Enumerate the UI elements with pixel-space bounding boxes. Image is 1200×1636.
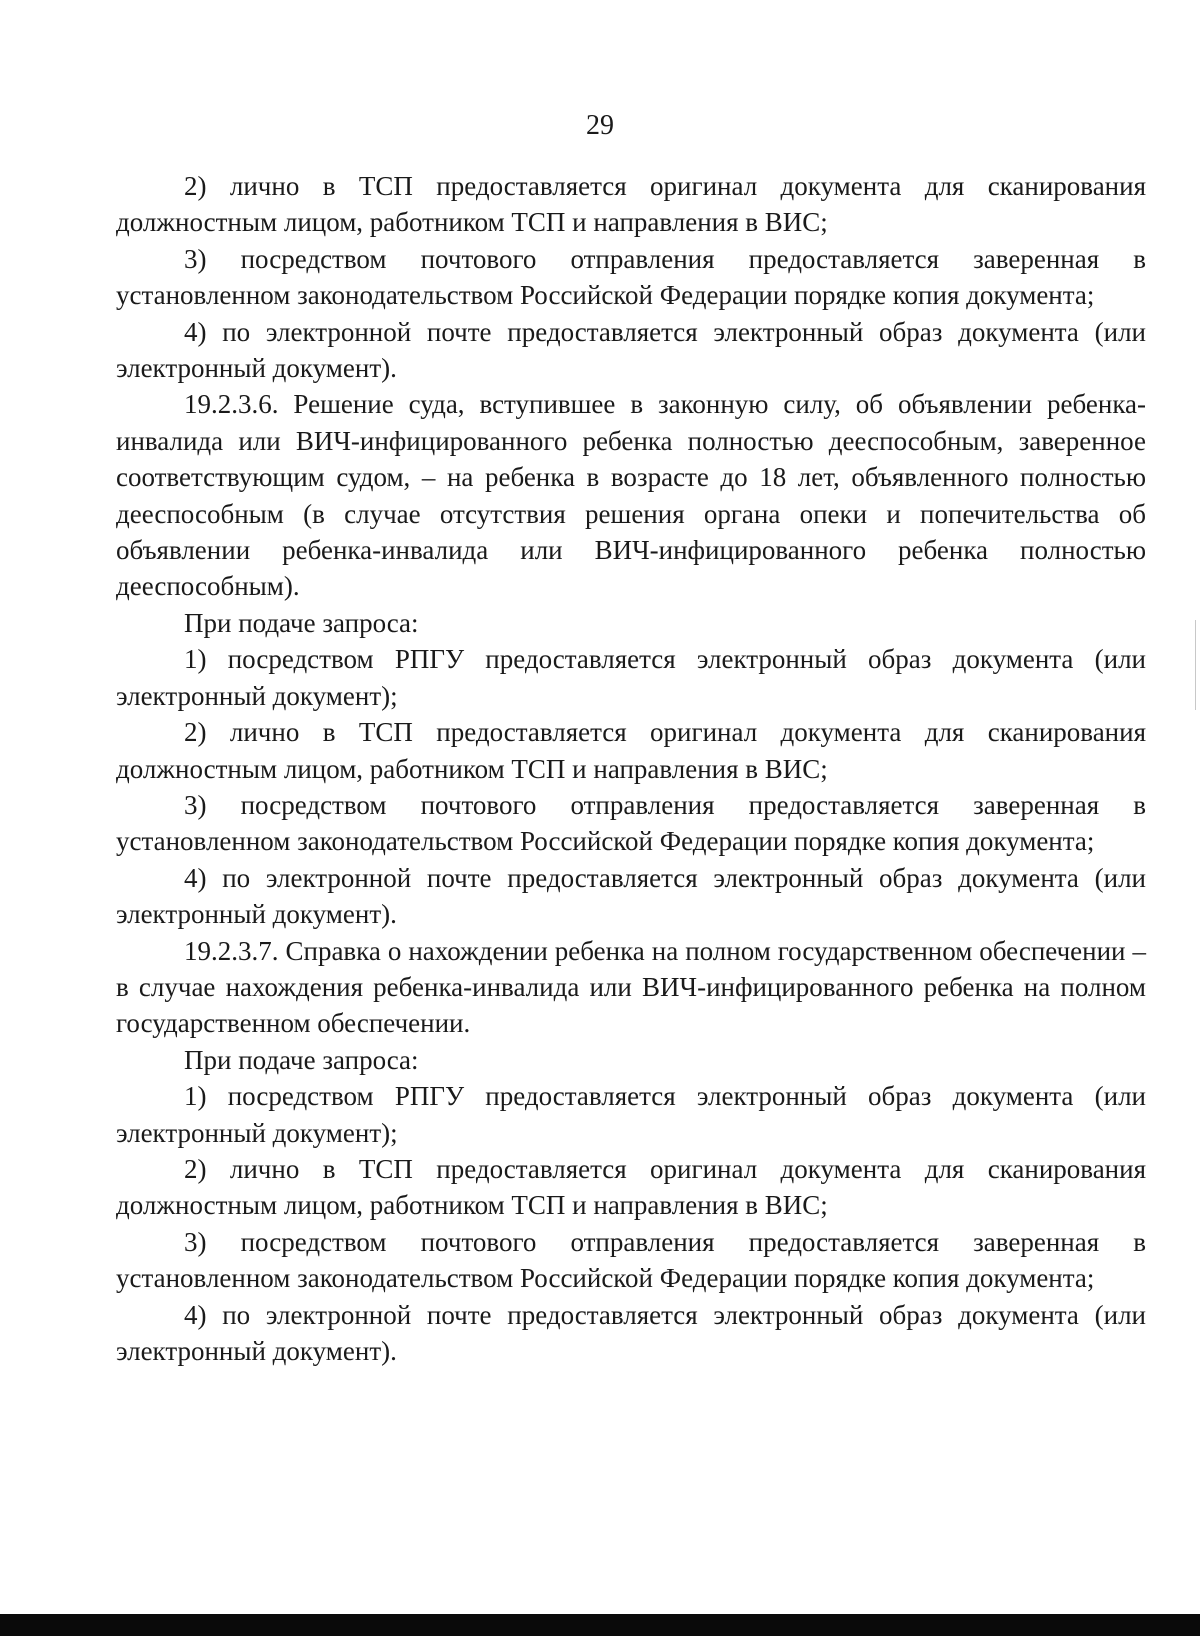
page-number: 29 bbox=[586, 110, 614, 141]
list-item-postal: 3) посредством почтового отправления предоставляется заверенная в установленном законодательством Российской Федерации порядке копия документа; bbox=[116, 789, 1146, 857]
list-item-email: 4) по электронной почте предоставляется электронный образ документа (или электронный документ). bbox=[116, 862, 1146, 930]
section-19-2-3-7: 19.2.3.7. Справка о нахождении ребенка на полном государственном обеспечении – в случае нахождения ребенка-инвалида или ВИЧ-инфицированного ребенка на полном государственном обеспечении. bbox=[116, 935, 1146, 1039]
section-19-2-3-6: 19.2.3.6. Решение суда, вступившее в законную силу, об объявлении ребенка-инвалида или ВИЧ-инфицированного ребенка полностью дееспособным, заверенное соответствующим судом, – на ребенка в возрасте до 18 лет, объявленного полностью дееспособным (в случае отсутствия решения органа опеки и попечительства об объявлении ребенка-инвалида или ВИЧ-инфицированного ребенка полностью дееспособным). bbox=[116, 389, 1146, 602]
list-item-email: 4) по электронной почте предоставляется электронный образ документа (или электронный документ). bbox=[116, 1299, 1146, 1366]
list-item-personal-tsp: 2) лично в ТСП предоставляется оригинал документа для сканирования должностным лицом, работником ТСП и направления в ВИС; bbox=[116, 1153, 1146, 1221]
list-item-personal-tsp: 2) лично в ТСП предоставляется оригинал документа для сканирования должностным лицом, работником ТСП и направления в ВИС; bbox=[116, 717, 1146, 784]
request-heading: При подаче запроса: bbox=[184, 607, 419, 638]
scan-bottom-border bbox=[0, 1614, 1200, 1636]
list-item-personal-tsp: 2) лично в ТСП предоставляется оригинал документа для сканирования должностным лицом, работником ТСП и направления в ВИС; bbox=[116, 171, 1146, 238]
document-body bbox=[116, 168, 1146, 1369]
list-item-email: 4) по электронной почте предоставляется электронный образ документа (или электронный документ). bbox=[116, 316, 1146, 384]
list-item-postal: 3) посредством почтового отправления предоставляется заверенная в установленном законодательством Российской Федерации порядке копия документа; bbox=[116, 1226, 1146, 1294]
list-item-rpgu: 1) посредством РПГУ предоставляется электронный образ документа (или электронный документ); bbox=[116, 644, 1146, 711]
request-heading: При подаче запроса: bbox=[184, 1044, 419, 1075]
scan-edge-mark bbox=[1195, 620, 1196, 710]
list-item-rpgu: 1) посредством РПГУ предоставляется электронный образ документа (или электронный документ); bbox=[116, 1081, 1146, 1148]
list-item-postal: 3) посредством почтового отправления предоставляется заверенная в установленном законодательством Российской Федерации порядке копия документа; bbox=[116, 243, 1146, 311]
